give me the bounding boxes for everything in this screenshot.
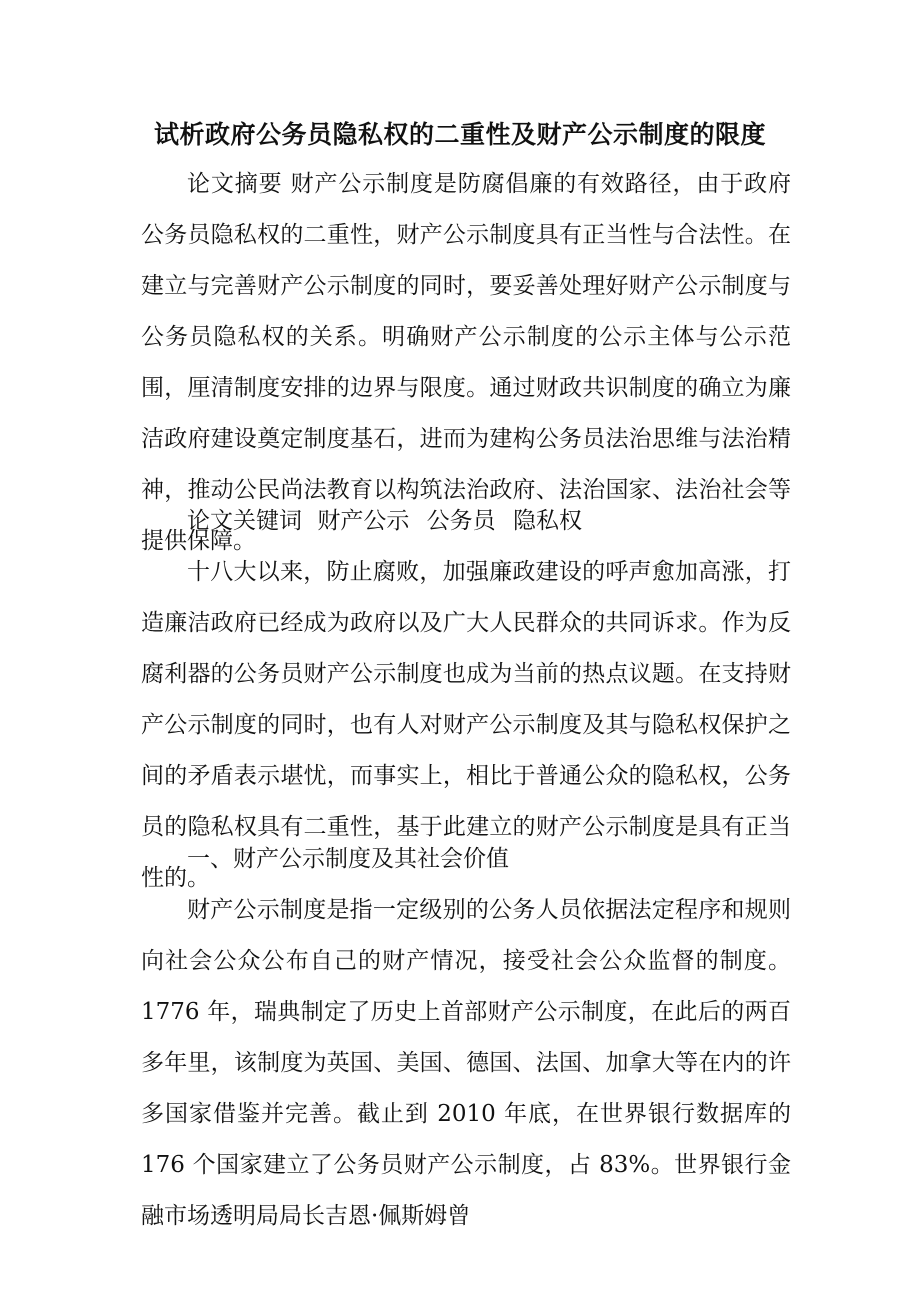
document-title: 试析政府公务员隐私权的二重性及财产公示制度的限度: [153, 120, 766, 149]
keyword-item: 财产公示: [317, 508, 410, 534]
keywords-label: 论文关键词: [187, 508, 302, 534]
abstract-paragraph: 论文摘要 财产公示制度是防腐倡廉的有效路径，由于政府公务员隐私权的二重性，财产公示制度具有正当性与合法性。在建立与完善财产公示制度的同时，要妥善处理好财产公示制度与公务员隐私权的关系。明确财产公示制度的公示主体与公示范围，厘清制度安排的边界与限度。通过财政共识制度的确立为廉洁政府建设奠定制度基石，进而为建构公务员法治思维与法治精神，推动公民尚法教育以构筑法治政府、法治国家、法治社会等提供保障。: [141, 171, 791, 554]
section-heading: 一、财产公示制度及其社会价值: [187, 846, 509, 872]
keywords-line: [141, 496, 791, 547]
keyword-item: 隐私权: [512, 508, 582, 534]
section-paragraph: 财产公示制度是指一定级别的公务人员依据法定程序和规则向社会公众公布自己的财产情况，接受社会公众监督的制度。1776 年，瑞典制定了历史上首部财产公示制度，在此后的两百多年里，该制度为英国、美国、德国、法国、加拿大等在内的许多国家借鉴并完善。截止到 2010 年底，在世界银行数据库的 176 个国家建立了公务员财产公示制度，占 83%。世界银行金融市场透明局局长吉恩·佩斯姆曾: [141, 897, 791, 1229]
intro-paragraph: 十八大以来，防止腐败，加强廉政建设的呼声愈加高涨，打造廉洁政府已经成为政府以及广大人民群众的共同诉求。作为反腐利器的公务员财产公示制度也成为当前的热点议题。在支持财产公示制度的同时，也有人对财产公示制度及其与隐私权保护之间的矛盾表示堪忧，而事实上，相比于普通公众的隐私权，公务员的隐私权具有二重性，基于此建立的财产公示制度是具有正当性的。: [141, 559, 791, 891]
keyword-item: 公务员: [426, 508, 496, 534]
